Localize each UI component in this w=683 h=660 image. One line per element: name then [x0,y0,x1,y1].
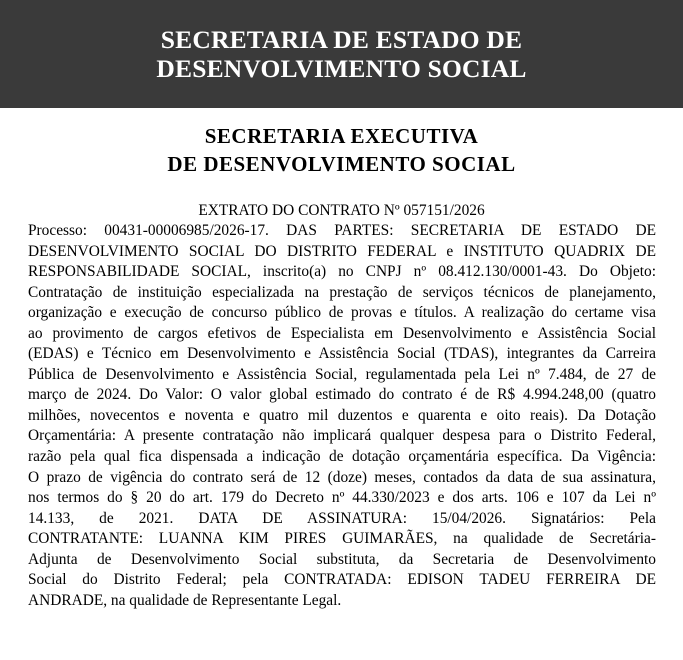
extract-body [28,221,656,611]
section-subtitle [0,122,683,178]
extract-title: EXTRATO DO CONTRATO Nº 057151/2026 [198,202,485,219]
body-line: ao provimento de cargos efetivos de Especialista em Desenvolvimento e Assistência Social [28,324,656,342]
subtitle-line-2: DE DESENVOLVIMENTO SOCIAL [167,152,516,176]
body-line: organização e execução de concurso público de provas e títulos. A realização do certame visa [28,304,656,322]
body-line: CONTRATANTE: LUANNA KIM PIRES GUIMARÃES, na qualidade de Secretária- [28,530,656,548]
body-line: RESPONSABILIDADE SOCIAL, inscrito(a) no CNPJ nº 08.412.130/0001-43. Do Objeto: [28,263,656,281]
body-line: março de 2024. Do Valor: O valor global estimado do contrato é de R$ 4.994.248,00 (quatro [28,386,656,404]
body-line: Processo: 00431-00006985/2026-17. DAS PARTES: SECRETARIA DE ESTADO DE [28,222,656,239]
body-line: milhões, novecentos e noventa e quatro mil duzentos e quarenta e oito reais). Da Dotação [28,406,656,424]
body-line: nos termos do § 20 do art. 179 do Decreto nº 44.330/2023 e dos arts. 106 e 107 da Lei nº [28,489,656,507]
body-line: Adjunta de Desenvolvimento Social substituta, da Secretaria de Desenvolvimento [28,550,656,568]
body-line: 14.133, de 2021. DATA DE ASSINATURA: 15/04/2026. Signatários: Pela [28,509,656,527]
body-line: (EDAS) e Técnico em Desenvolvimento e Assistência Social (TDAS), integrantes da Carreira [28,345,656,363]
body-line: ANDRADE, na qualidade de Representante Legal. [28,591,342,609]
header-title-line-1: SECRETARIA DE ESTADO DE [160,25,523,54]
body-line: O prazo de vigência do contrato será de 12 (doze) meses, contados da data de sua assinatura, [28,468,656,486]
body-line: Contratação de instituição especializada na prestação de serviços técnicos de planejamento, [28,283,656,301]
body-line: razão pela qual fica dispensada a indicação de dotação orçamentária específica. Da Vigência: [28,448,656,466]
body-line: Social do Distrito Federal; pela CONTRATADA: EDISON TADEU FERREIRA DE [28,571,656,589]
header-title-line-2: DESENVOLVIMENTO SOCIAL [156,54,527,83]
body-line: Orçamentária: A presente contratação não implicará qualquer despesa para o Distrito Federal, [28,427,656,445]
header-banner [0,0,683,108]
body-line: DESENVOLVIMENTO SOCIAL DO DISTRITO FEDERAL e INSTITUTO QUADRIX DE [28,242,656,260]
body-line: Pública de Desenvolvimento e Assistência Social, regulamentada pela Lei nº 7.484, de 27 de [28,365,656,383]
subtitle-line-1: SECRETARIA EXECUTIVA [204,124,479,148]
